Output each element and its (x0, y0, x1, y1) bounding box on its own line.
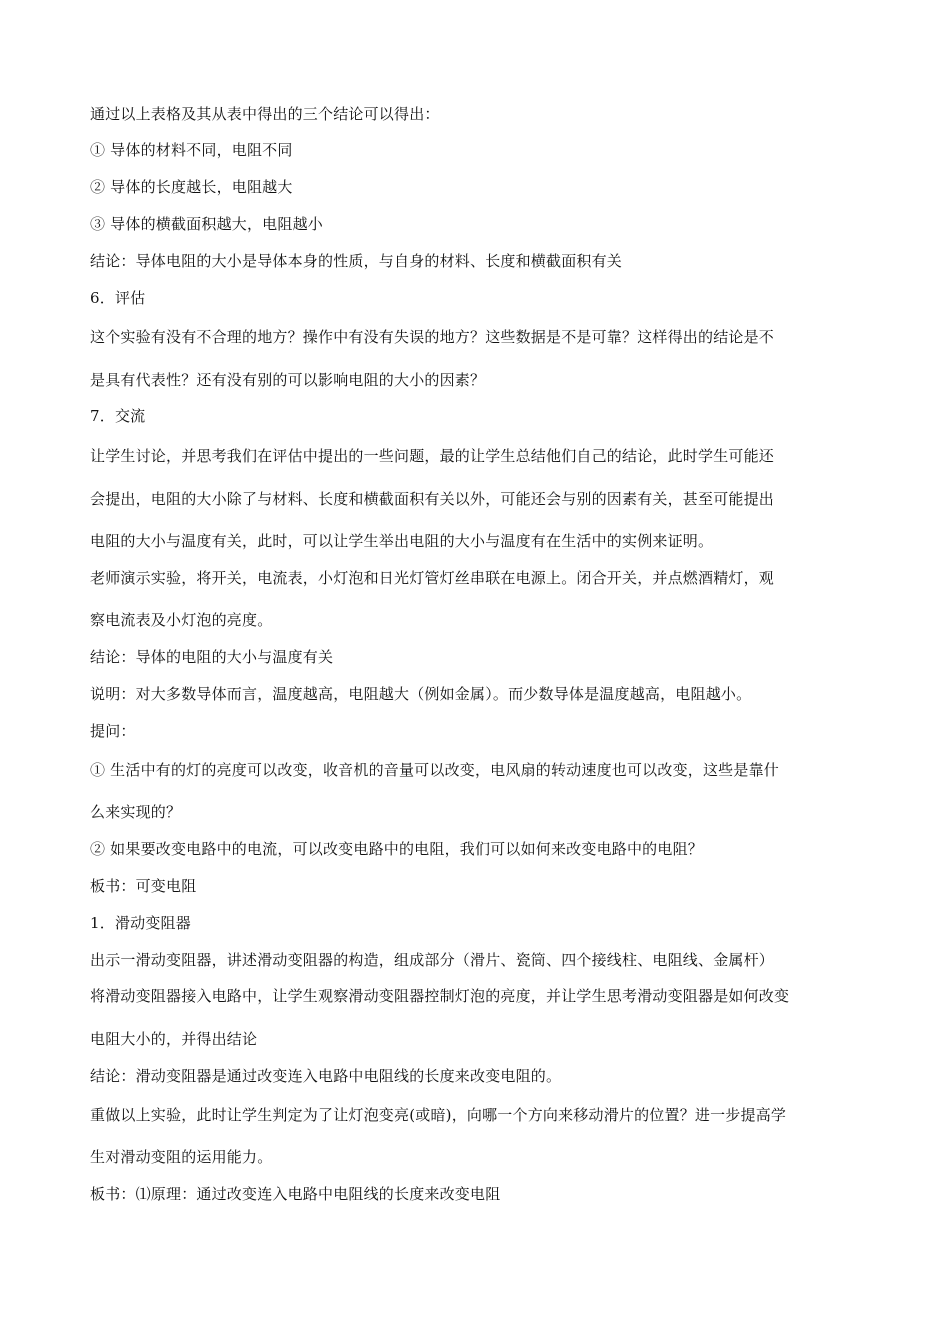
section-heading: 7．交流 (90, 407, 146, 425)
list-item: ② 导体的长度越长，电阻越大 (90, 178, 293, 196)
conclusion-line: 结论：滑动变阻器是通过改变连入电路中电阻线的长度来改变电阻的。 (90, 1067, 562, 1085)
text-line: 会提出，电阻的大小除了与材料、长度和横截面积有关以外，可能还会与别的因素有关，甚至可能提出 (90, 490, 775, 508)
text-line: 察电流表及小灯泡的亮度。 (90, 611, 273, 629)
text-line: 老师演示实验，将开关，电流表，小灯泡和日光灯管灯丝串联在电源上。闭合开关，并点燃酒精灯，观 (90, 569, 775, 587)
conclusion-line: 结论：导体的电阻的大小与温度有关 (90, 648, 334, 666)
text-line: 说明：对大多数导体而言，温度越高，电阻越大（例如金属）。而少数导体是温度越高，电阻越小。 (90, 685, 752, 703)
text-line: 是具有代表性？还有没有别的可以影响电阻的大小的因素？ (90, 371, 486, 389)
text-line: 出示一滑动变阻器，讲述滑动变阻器的构造，组成部分（滑片、瓷筒、四个接线柱、电阻线、金属杆） (90, 951, 775, 969)
conclusion-line: 结论：导体电阻的大小是导体本身的性质，与自身的材料、长度和横截面积有关 (90, 252, 623, 270)
list-item: ① 生活中有的灯的亮度可以改变，收音机的音量可以改变，电风扇的转动速度也可以改变，这些是靠什 (90, 761, 779, 779)
list-item: ① 导体的材料不同，电阻不同 (90, 141, 293, 159)
board-note: 板书：可变电阻 (90, 877, 197, 895)
text-line: 让学生讨论，并思考我们在评估中提出的一些问题，最的让学生总结他们自己的结论，此时学生可能还 (90, 447, 775, 465)
text-line: 电阻的大小与温度有关，此时，可以让学生举出电阻的大小与温度有在生活中的实例来证明。 (90, 532, 714, 550)
text-line: 这个实验有没有不合理的地方？操作中有没有失误的地方？这些数据是不是可靠？这样得出的结论是不 (90, 328, 775, 346)
section-heading: 1．滑动变阻器 (90, 914, 191, 932)
text-line: 电阻大小的，并得出结论 (90, 1030, 258, 1048)
text-line: 么来实现的？ (90, 803, 182, 821)
text-line: 通过以上表格及其从表中得出的三个结论可以得出： (90, 105, 440, 123)
list-item: ② 如果要改变电路中的电流，可以改变电路中的电阻，我们可以如何来改变电路中的电阻？ (90, 840, 703, 858)
section-heading: 6．评估 (90, 289, 146, 307)
question-heading: 提问： (90, 722, 136, 740)
text-line: 生对滑动变阻的运用能力。 (90, 1148, 273, 1166)
board-note: 板书：⑴原理：通过改变连入电路中电阻线的长度来改变电阻 (90, 1185, 501, 1203)
text-line: 重做以上实验，此时让学生判定为了让灯泡变亮(或暗)，向哪一个方向来移动滑片的位置？进一步提高学 (90, 1106, 787, 1124)
list-item: ③ 导体的横截面积越大，电阻越小 (90, 215, 323, 233)
text-line: 将滑动变阻器接入电路中，让学生观察滑动变阻器控制灯泡的亮度，并让学生思考滑动变阻器是如何改变 (90, 987, 790, 1005)
